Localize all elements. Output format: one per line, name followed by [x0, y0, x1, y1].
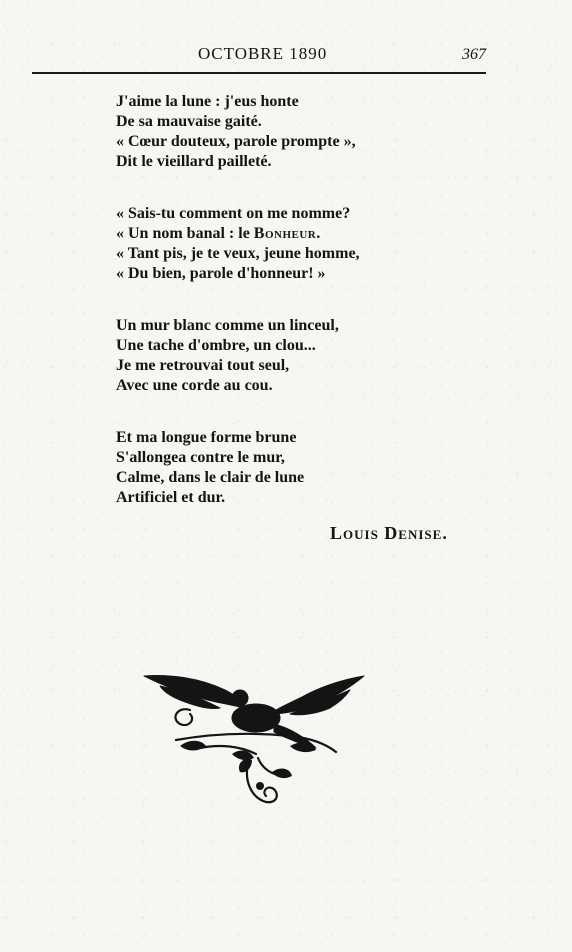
header-rule [32, 72, 486, 74]
poem-line: Dit le vieillard pailleté. [116, 153, 272, 170]
poem-line: Une tache d'ombre, un clou... [116, 337, 316, 354]
poem-line: Calme, dans le clair de lune [116, 469, 305, 486]
running-title: OCTOBRE 1890 [198, 44, 328, 63]
poem-line: Et ma longue forme brune [116, 429, 297, 446]
poem-line-text: « Un nom banal : le [116, 225, 254, 242]
stanza-3 [116, 316, 339, 396]
poem-line [116, 224, 360, 244]
small-caps-word: Bonheur. [253, 225, 321, 242]
author-signature: Louis Denise. [330, 523, 448, 543]
poem-line: S'allongea contre le mur, [116, 449, 285, 466]
poem-line: Je me retrouvai tout seul, [116, 357, 290, 374]
poem-line: Artificiel et dur. [116, 489, 226, 506]
stanza-4 [116, 428, 304, 508]
poem-line: J'aime la lune : j'eus honte [116, 93, 299, 110]
poem-line: « Sais-tu comment on me nomme? [116, 205, 351, 222]
stanza-2 [116, 204, 360, 284]
stanza-1 [116, 92, 356, 172]
poem-line: « Tant pis, je te veux, jeune homme, [116, 245, 360, 262]
running-head [30, 44, 490, 70]
poem-line: « Du bien, parole d'honneur! » [116, 265, 326, 282]
poem-line: De sa mauvaise gaité. [116, 113, 262, 130]
poem-line: Avec une corde au cou. [116, 377, 273, 394]
page-number: 367 [462, 46, 486, 63]
bird-vignette-icon [140, 668, 370, 818]
poem-line: « Cœur douteux, parole prompte », [116, 133, 356, 150]
poem-line: Un mur blanc comme un linceul, [116, 317, 339, 334]
